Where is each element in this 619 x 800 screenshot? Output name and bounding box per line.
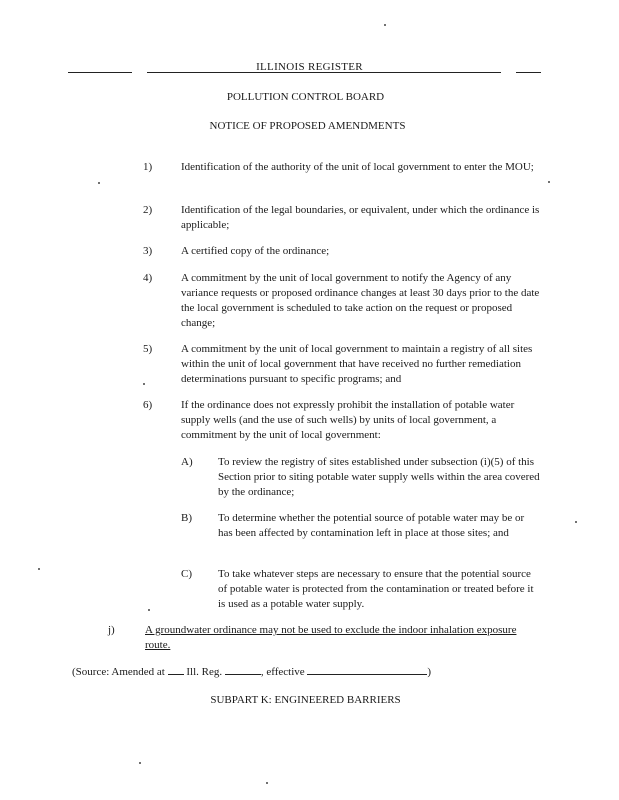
new-item-number: j) (108, 624, 115, 636)
subitem-c-number: C) (181, 568, 192, 580)
subitem-a-number: A) (181, 456, 193, 468)
new-item-text: A groundwater ordinance may not be used to exclude the indoor inhalation exposure route. (145, 624, 517, 651)
item-6-number: 6) (143, 399, 153, 411)
board-title: POLLUTION CONTROL BOARD (226, 91, 385, 103)
effective-date-blank (307, 664, 427, 675)
scan-speck (575, 521, 577, 523)
item-6-text: If the ordinance does not expressly prohibit the installation of potable water supply wells (and the use of such wells) by units of local government, a commitment by the unit of local government: (181, 399, 515, 441)
scan-speck (98, 182, 100, 184)
item-2-text: Identification of the legal boundaries, or equivalent, under which the ordinance is applicable; (181, 204, 540, 231)
source-effective: , effective (260, 666, 305, 678)
item-5-number: 5) (143, 343, 153, 355)
scan-speck (143, 383, 145, 385)
scan-speck (266, 782, 268, 784)
item-3-number: 3) (143, 245, 153, 257)
scan-speck (38, 568, 40, 570)
scan-speck (548, 181, 550, 183)
register-title: ILLINOIS REGISTER (256, 61, 363, 73)
item-2-number: 2) (143, 204, 153, 216)
scan-speck (384, 24, 386, 26)
source-reg: Ill. Reg. (186, 666, 223, 678)
subitem-b-number: B) (181, 512, 192, 524)
item-1-text: Identification of the authority of the unit of local government to enter the MOU; (181, 161, 534, 173)
scan-speck (148, 609, 150, 611)
source-prefix: (Source: Amended at (72, 666, 165, 678)
item-5-text: A commitment by the unit of local government to maintain a registry of all sites within the unit of local government that have received no further remediation determinations pursuant to specific programs; and (181, 343, 533, 385)
volume-blank (168, 664, 184, 675)
item-1-number: 1) (143, 161, 153, 173)
page-blank (225, 664, 261, 675)
subitem-c-text: To take whatever steps are necessary to ensure that the potential source of potable water is protected from the contamination or treated before it is used as a potable water supply. (218, 568, 534, 610)
source-note (72, 664, 552, 680)
scan-speck (139, 762, 141, 764)
item-3-text: A certified copy of the ordinance; (181, 245, 330, 257)
subitem-b-text: To determine whether the potential source of potable water may be or has been affected by contamination left in place at those sites; and (218, 512, 525, 539)
notice-title: NOTICE OF PROPOSED AMENDMENTS (209, 120, 406, 132)
subpart-heading: SUBPART K: ENGINEERED BARRIERS (210, 694, 401, 706)
item-4-number: 4) (143, 272, 153, 284)
source-suffix: ) (427, 666, 432, 678)
subitem-a-text: To review the registry of sites established under subsection (i)(5) of this Section prior to siting potable water supply wells within the area covered by the ordinance; (218, 456, 540, 498)
item-4-text: A commitment by the unit of local government to notify the Agency of any variance requests or proposed ordinance changes at least 30 days prior to the date the local government is scheduled to take action on the request or proposed change; (181, 272, 540, 329)
